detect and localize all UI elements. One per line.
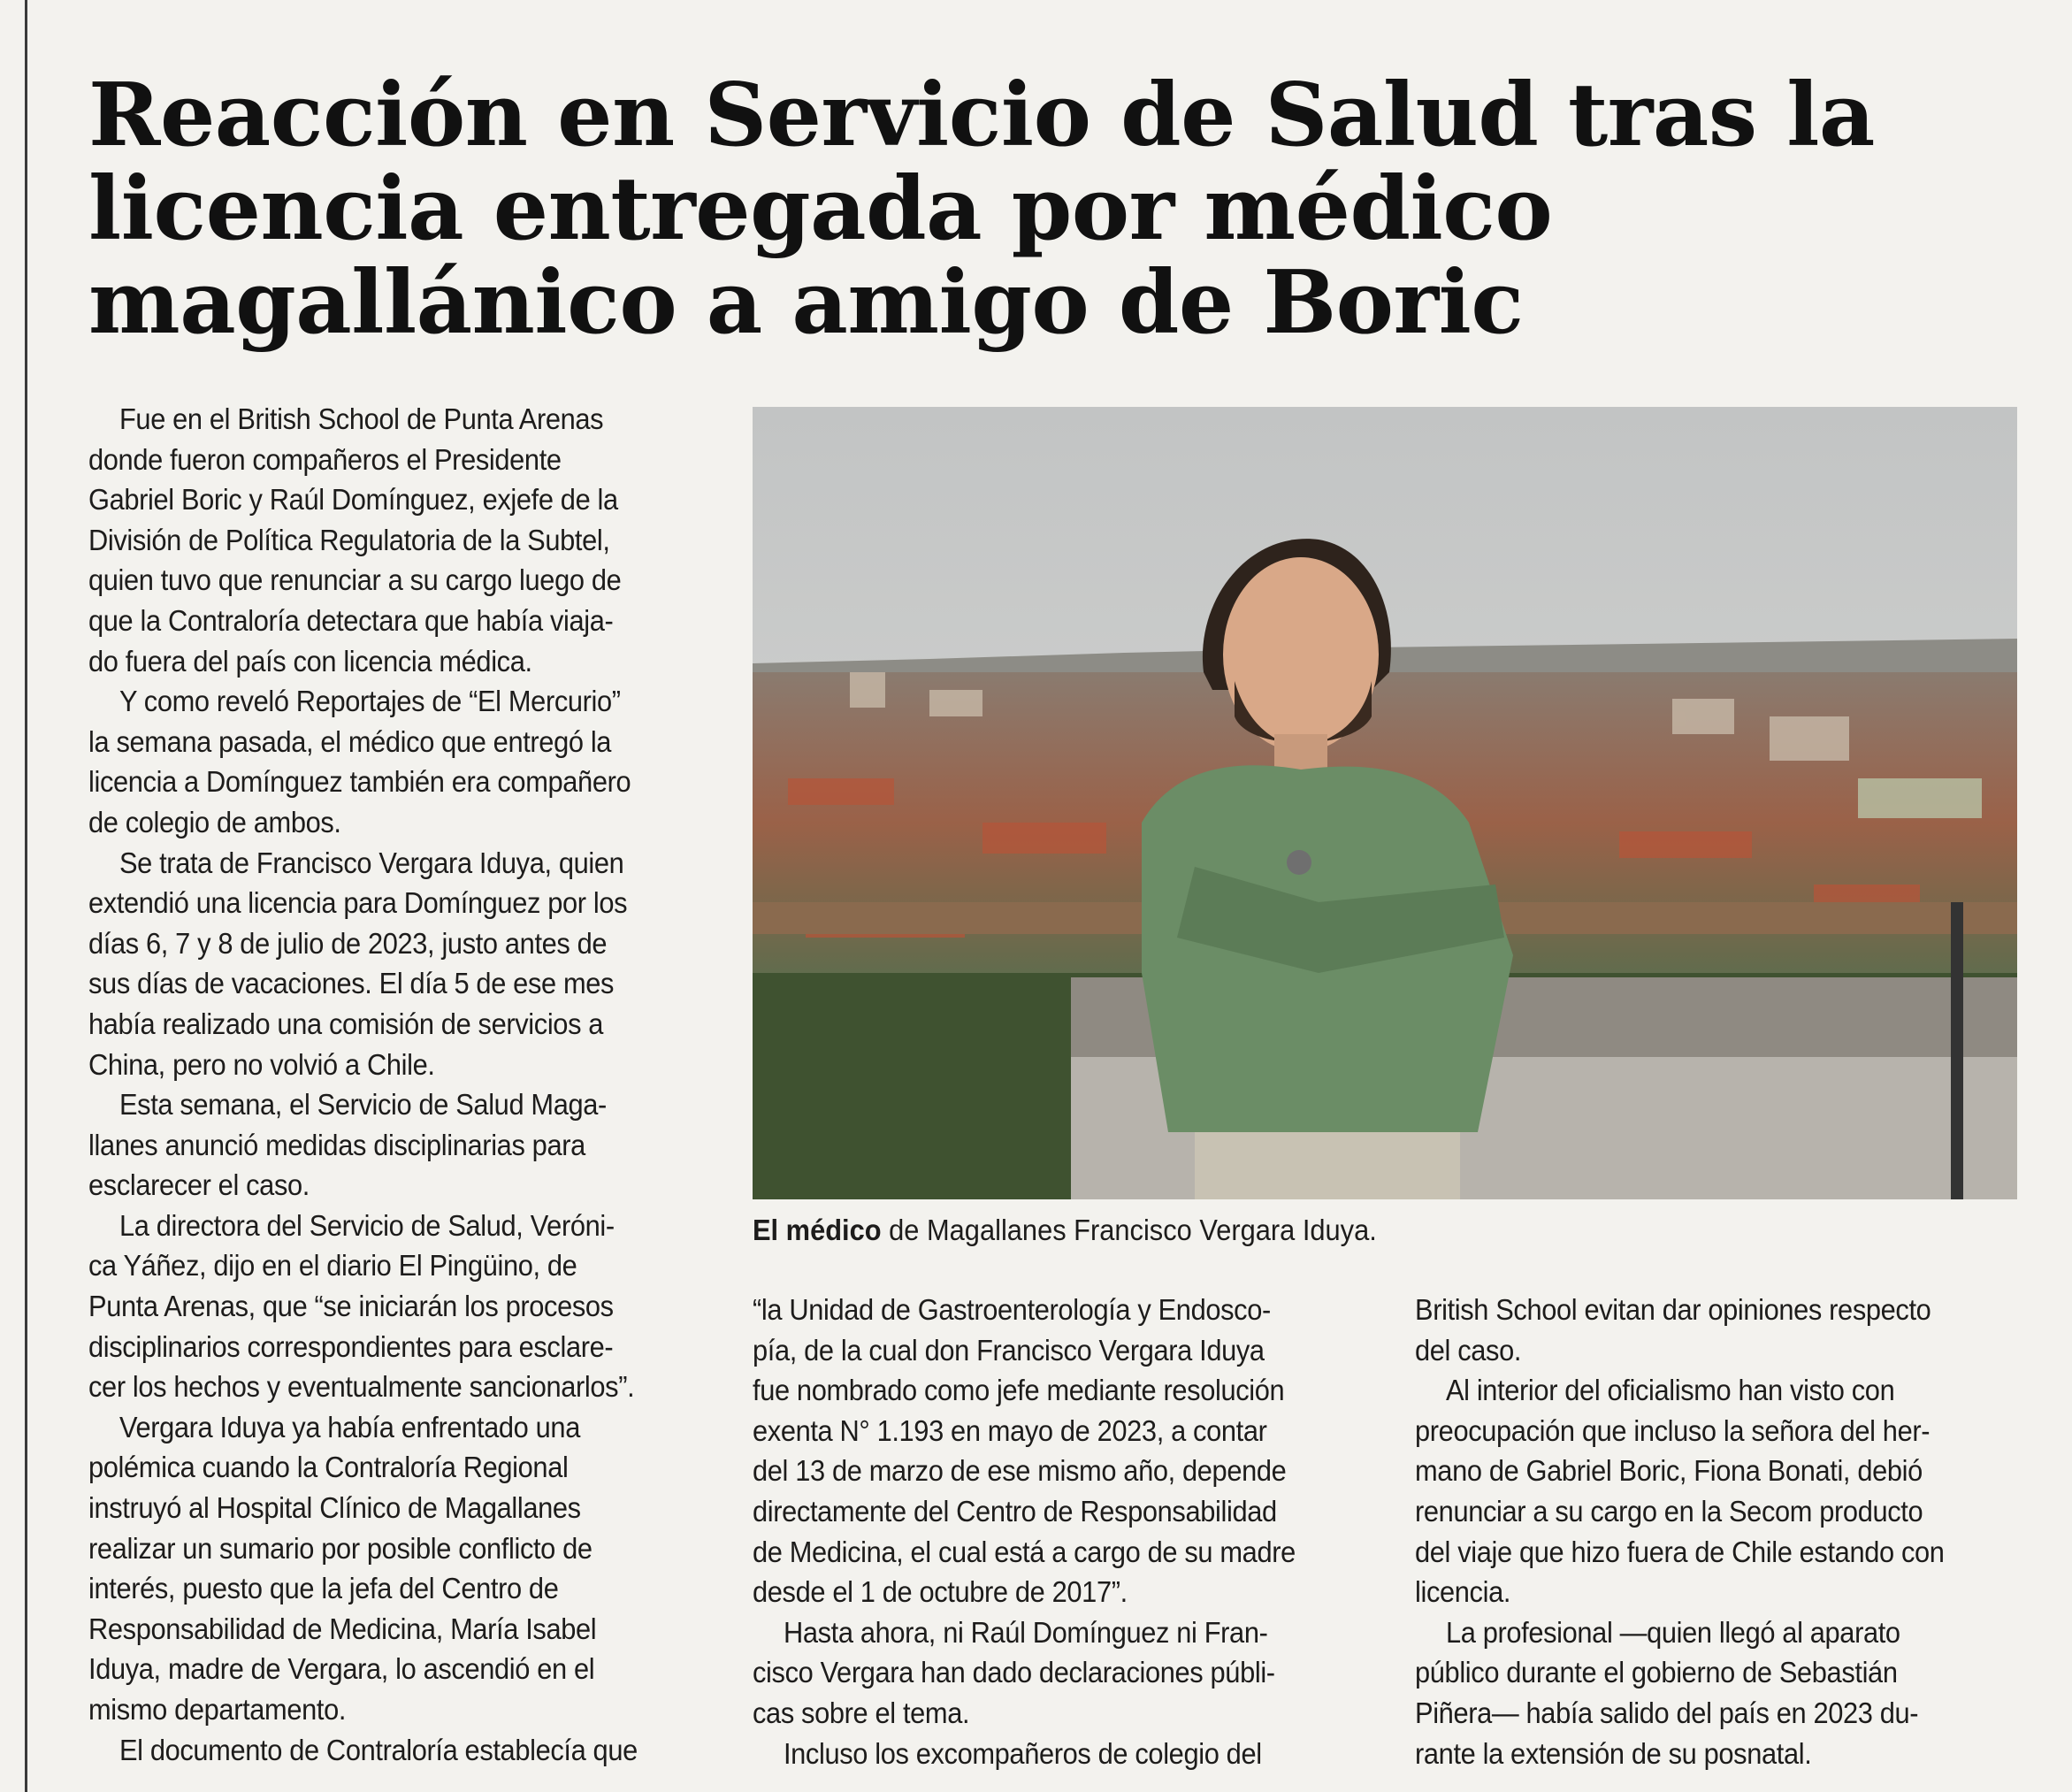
article-column-left xyxy=(88,400,674,1771)
article-text-line: instruyó al Hospital Clínico de Magallanes xyxy=(88,1492,581,1526)
article-text-line: Responsabilidad de Medicina, María Isabel xyxy=(88,1612,597,1646)
article-text-line: directamente del Centro de Responsabilidad xyxy=(753,1495,1277,1528)
article-text-line: cisco Vergara han dado declaraciones públi- xyxy=(753,1657,1275,1690)
article-text-line: esclarecer el caso. xyxy=(88,1169,310,1203)
headline xyxy=(88,65,2034,354)
article-text-line: ca Yáñez, dijo en el diario El Pingüino, de xyxy=(88,1250,577,1283)
headline-line: Reacción en Servicio de Salud tras la xyxy=(88,65,1875,166)
page-edge-rule xyxy=(25,0,27,1792)
article-text-line: interés, puesto que la jefa del Centro de xyxy=(88,1573,559,1606)
article-text-line: Se trata de Francisco Vergara Iduya, quien xyxy=(119,846,624,880)
article-text-line: cas sobre el tema. xyxy=(753,1696,970,1730)
article-text-line: fue nombrado como jefe mediante resolución xyxy=(753,1375,1285,1408)
article-text-line: La directora del Servicio de Salud, Veróni- xyxy=(119,1209,615,1243)
article-text-line: sus días de vacaciones. El día 5 de ese mes xyxy=(88,968,615,1001)
article-text-line: realizar un sumario por posible conflicto de xyxy=(88,1532,593,1566)
article-text-line: licencia a Domínguez también era compañero xyxy=(88,766,631,800)
article-text-line: Hasta ahora, ni Raúl Domínguez ni Fran- xyxy=(783,1616,1268,1650)
article-text-line: donde fueron compañeros el Presidente xyxy=(88,443,562,477)
article-text-line: quien tuvo que renunciar a su cargo luego de xyxy=(88,564,622,598)
article-text-line: Esta semana, el Servicio de Salud Maga- xyxy=(119,1089,607,1122)
article-text-line: rante la extensión de su posnatal. xyxy=(1415,1737,1812,1771)
article-column-middle xyxy=(753,1290,1322,1774)
article-text-line: Incluso los excompañeros de colegio del xyxy=(783,1737,1262,1771)
article-text-line: British School evitan dar opiniones respecto xyxy=(1415,1294,1931,1327)
article-text-line: llanes anunció medidas disciplinarias para xyxy=(88,1129,585,1162)
article-text-line: pía, de la cual don Francisco Vergara Iduya xyxy=(753,1334,1265,1367)
article-text-line: había realizado una comisión de servicios a xyxy=(88,1007,604,1041)
article-text-line: preocupación que incluso la señora del her- xyxy=(1415,1414,1931,1448)
article-text-line: días 6, 7 y 8 de julio de 2023, justo antes de xyxy=(88,927,608,961)
headline-line: magallánico a amigo de Boric xyxy=(88,252,1524,354)
article-photo xyxy=(753,407,2017,1199)
article-text-line: Al interior del oficialismo han visto con xyxy=(1445,1375,1895,1408)
article-text-line: Gabriel Boric y Raúl Domínguez, exjefe de la xyxy=(88,484,618,517)
article-column-right xyxy=(1415,1290,1984,1774)
article-text-line: El documento de Contraloría establecía que xyxy=(119,1734,638,1767)
article-text-line: “la Unidad de Gastroenterología y Endosco- xyxy=(753,1294,1271,1327)
article-text-line: China, pero no volvió a Chile. xyxy=(88,1048,435,1082)
article-text-line: Iduya, madre de Vergara, lo ascendió en el xyxy=(88,1653,595,1687)
article-text-line: Y como reveló Reportajes de “El Mercurio” xyxy=(119,685,621,719)
article-text-line: de Medicina, el cual está a cargo de su madre xyxy=(753,1535,1296,1569)
article-text-line: la semana pasada, el médico que entregó la xyxy=(88,725,612,759)
photo-illustration xyxy=(753,407,2017,1199)
article-text-line: que la Contraloría detectara que había viaja- xyxy=(88,604,614,638)
photo-caption xyxy=(753,1212,1916,1251)
article-text-line: Piñera— había salido del país en 2023 du- xyxy=(1415,1696,1919,1730)
article-text-line: extendió una licencia para Domínguez por los xyxy=(88,887,628,921)
article-text-line: Fue en el British School de Punta Arenas xyxy=(119,403,604,436)
article-text-line: mano de Gabriel Boric, Fiona Bonati, debió xyxy=(1415,1455,1923,1489)
article-text-line: La profesional —quien llegó al aparato xyxy=(1445,1616,1900,1650)
article-text-line: Vergara Iduya ya había enfrentado una xyxy=(119,1411,580,1444)
article-text-line: renunciar a su cargo en la Secom producto xyxy=(1415,1495,1923,1528)
article-text-line: exenta N° 1.193 en mayo de 2023, a contar xyxy=(753,1414,1267,1448)
article-text-line: licencia. xyxy=(1415,1576,1511,1610)
article-text-line: polémica cuando la Contraloría Regional xyxy=(88,1451,569,1485)
article-text-line: desde el 1 de octubre de 2017”. xyxy=(753,1576,1128,1610)
article-text-line: público durante el gobierno de Sebastián xyxy=(1415,1657,1898,1690)
article-text-line: cer los hechos y eventualmente sancionarlos”. xyxy=(88,1371,635,1405)
article-text-line: disciplinarios correspondientes para esclare- xyxy=(88,1330,614,1364)
article-text-line: del 13 de marzo de ese mismo año, depende xyxy=(753,1455,1287,1489)
article-text-line: del viaje que hizo fuera de Chile estando con xyxy=(1415,1535,1945,1569)
article-text-line: Punta Arenas, que “se iniciarán los procesos xyxy=(88,1290,614,1324)
article-text-line: mismo departamento. xyxy=(88,1694,347,1727)
headline-line: licencia entregada por médico xyxy=(88,158,1553,260)
caption-text: de Magallanes Francisco Vergara Iduya. xyxy=(881,1214,1377,1247)
article-text-line: de colegio de ambos. xyxy=(88,806,341,839)
article-text-line: del caso. xyxy=(1415,1334,1522,1367)
article-text-line: do fuera del país con licencia médica. xyxy=(88,645,532,678)
article-text-line: División de Política Regulatoria de la Subtel, xyxy=(88,524,610,557)
caption-lead: El médico xyxy=(753,1214,882,1247)
